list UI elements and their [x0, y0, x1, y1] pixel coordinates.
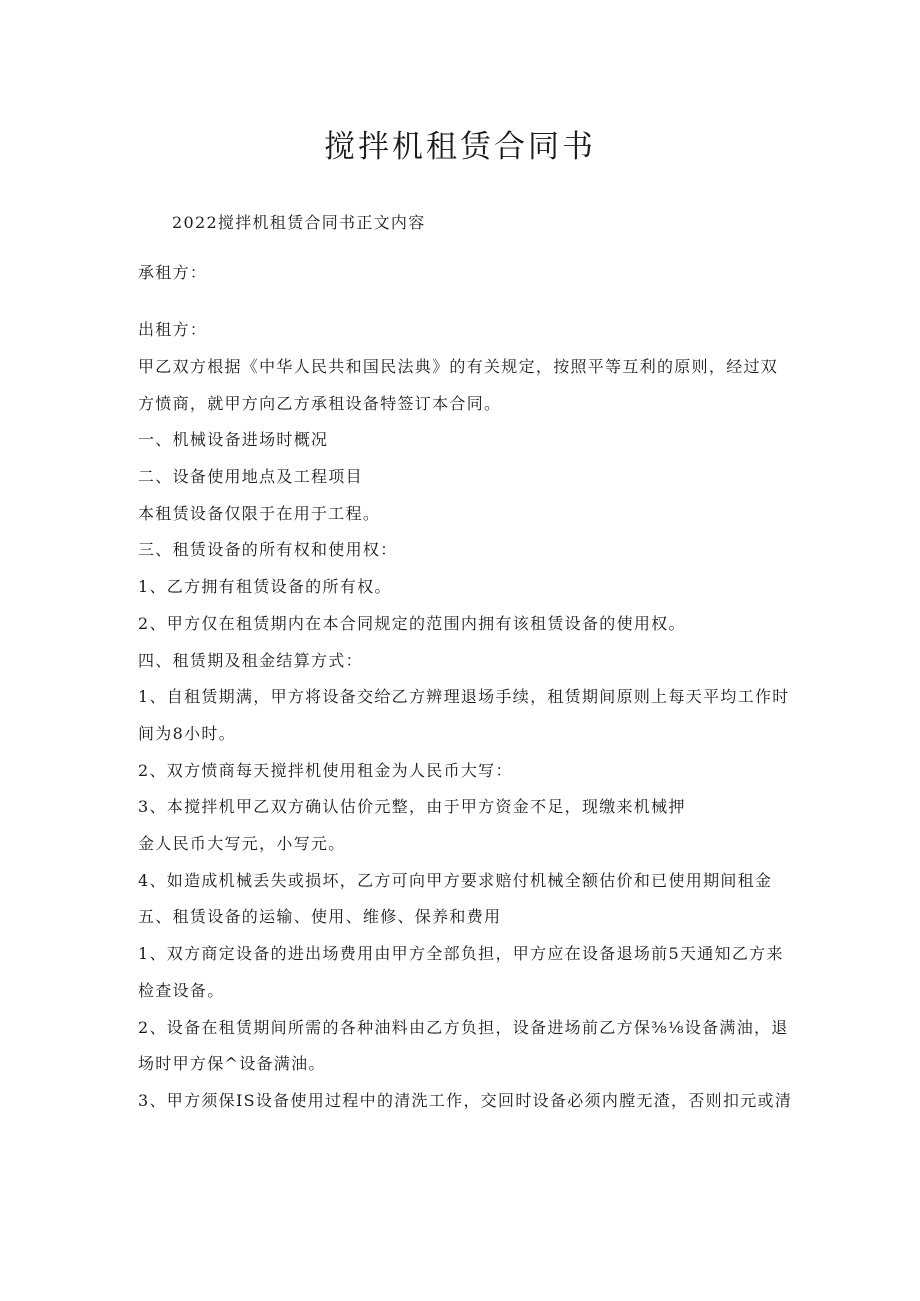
clause-line: 4、如造成机械丢失或损坏，乙方可向甲方要求赔付机械全额估价和已使用期间租金 — [138, 871, 773, 890]
section-heading: 五、租赁设备的运输、使用、维修、保养和费用 — [138, 907, 502, 926]
section-heading: 二、设备使用地点及工程项目 — [138, 467, 363, 486]
clause-line: 3、甲方须保IS设备使用过程中的清洗工作，交回时设备必须内膛无渣，否则扣元或清 — [138, 1091, 793, 1110]
section-heading: 三、租赁设备的所有权和使用权： — [138, 540, 398, 559]
clause-line: 场时甲方保^设备满油。 — [138, 1054, 326, 1073]
clause-line: 1、乙方拥有租赁设备的所有权。 — [138, 577, 392, 596]
paragraph-line: 甲乙双方根据《中华人民共和国民法典》的有关规定，按照平等互利的原则，经过双 — [138, 357, 779, 376]
clause-line: 检查设备。 — [138, 981, 225, 1000]
section-heading: 一、机械设备进场时概况 — [138, 430, 329, 449]
clause-line: 2、甲方仅在租赁期内在本合同规定的范围内拥有该租赁设备的使用权。 — [138, 614, 686, 633]
intro-line: 2022搅拌机租赁合同书正文内容 — [172, 213, 426, 232]
lessee-line: 承租方： — [138, 263, 208, 282]
section-heading: 四、租赁期及租金结算方式： — [138, 651, 363, 670]
lessor-line: 出租方： — [138, 320, 208, 339]
paragraph-line: 方愤商，就甲方向乙方承租设备特签订本合同。 — [138, 394, 502, 413]
clause-line: 2、设备在租赁期间所需的各种油料由乙方负担，设备进场前乙方保⅜⅛设备满油，退 — [138, 1018, 789, 1037]
paragraph-line: 本租赁设备仅限于在用于工程。 — [138, 504, 381, 523]
document-title: 搅拌机租赁合同书 — [324, 129, 596, 165]
clause-line: 1、双方商定设备的进出场费用由甲方全部负担，甲方应在设备退场前5天通知乙方来 — [138, 944, 784, 963]
clause-line: 3、本搅拌机甲乙双方确认估价元整，由于甲方资金不足，现缴来机械押 — [138, 797, 686, 816]
clause-line: 间为8小时。 — [138, 724, 236, 743]
clause-line: 2、双方愤商每天搅拌机使用租金为人民币大写： — [138, 761, 513, 780]
clause-line: 金人民币大写元，小写元。 — [138, 834, 346, 853]
clause-line: 1、自租赁期满，甲方将设备交给乙方辨理退场手续，租赁期间原则上每天平均工作时 — [138, 687, 790, 706]
